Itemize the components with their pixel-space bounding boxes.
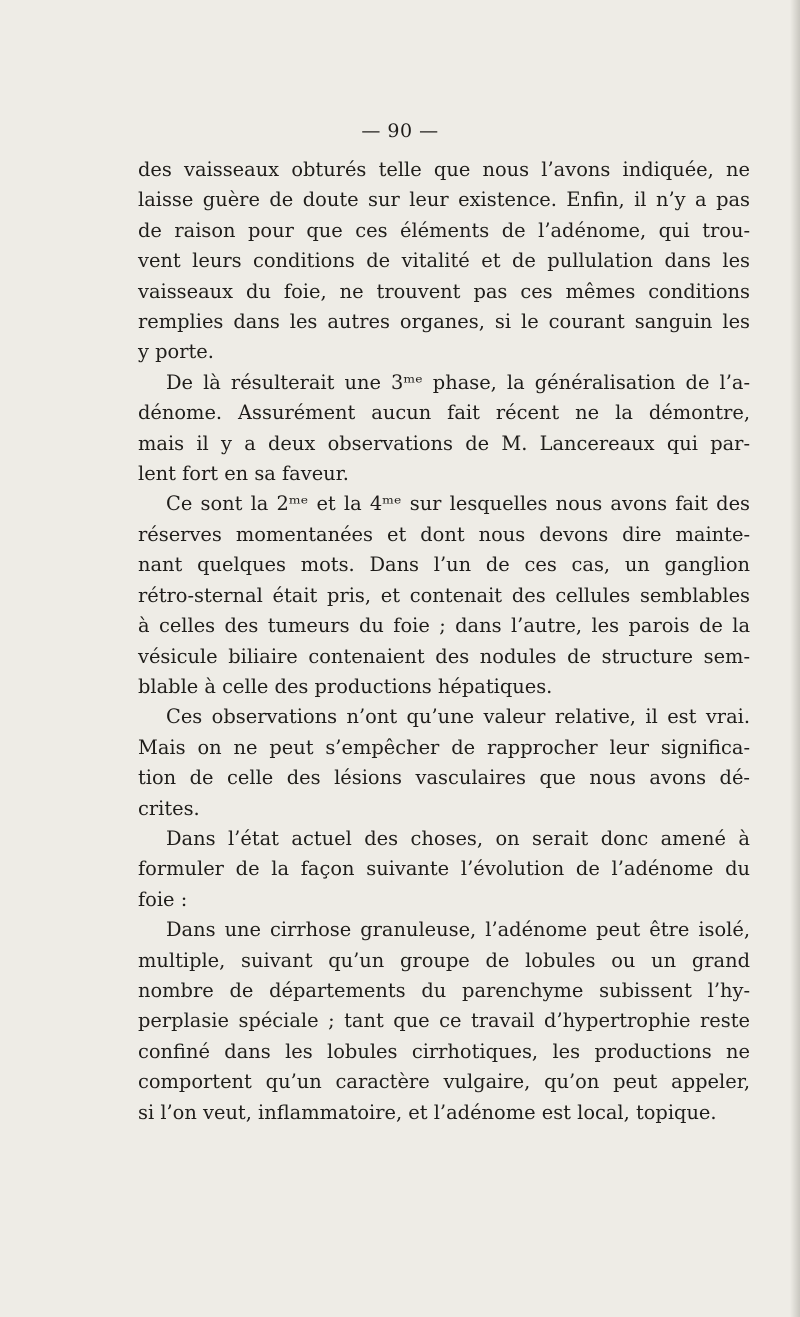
text-line: crites.: [138, 796, 200, 820]
text-line: nant quelques mots. Dans l’un de ces cas, un ganglion: [138, 553, 750, 577]
body-text: [138, 155, 750, 1128]
text-line: vaisseaux du foie, ne trouvent pas ces mêmes conditions: [138, 279, 750, 303]
text-line: vent leurs conditions de vitalité et de pullulation dans les: [138, 249, 750, 273]
text-line: comportent qu’un caractère vulgaire, qu’on peut appeler,: [138, 1070, 750, 1094]
text-line: foie :: [138, 887, 188, 911]
text-line: des vaisseaux obturés telle que nous l’avons indiquée, ne: [138, 158, 750, 181]
text-line: à celles des tumeurs du foie ; dans l’autre, les parois de la: [138, 614, 750, 638]
text-line: nombre de départements du parenchyme subissent l’hy-: [138, 978, 750, 1002]
text-line: blable à celle des productions hépatiques.: [138, 674, 553, 698]
text-line: De là résulterait une 3ᵐᵉ phase, la généralisation de l’a-: [166, 370, 750, 394]
text-line: Ces observations n’ont qu’une valeur relative, il est vrai.: [166, 705, 750, 729]
text-line: Dans l’état actuel des choses, on serait donc amené à: [166, 826, 750, 850]
text-line: de raison pour que ces éléments de l’adénome, qui trou-: [138, 218, 750, 242]
text-line: y porte.: [138, 340, 214, 364]
text-line: perplasie spéciale ; tant que ce travail d’hypertrophie reste: [138, 1009, 750, 1033]
text-line: multiple, suivant qu’un groupe de lobules ou un grand: [138, 948, 750, 972]
text-line: si l’on veut, inflammatoire, et l’adénome est local, topique.: [138, 1100, 717, 1124]
text-line: vésicule biliaire contenaient des nodules de structure sem-: [138, 644, 750, 668]
text-line: confiné dans les lobules cirrhotiques, les productions ne: [138, 1039, 750, 1063]
text-line: laisse guère de doute sur leur existence. Enfin, il n’y a pas: [138, 188, 750, 212]
text-line: dénome. Assurément aucun fait récent ne la démontre,: [138, 401, 750, 425]
page-edge-shadow: [790, 0, 800, 1317]
page-number: — 90 —: [361, 120, 439, 142]
text-line: rétro-sternal était pris, et contenait des cellules semblables: [138, 583, 750, 607]
text-line: remplies dans les autres organes, si le courant sanguin les: [138, 310, 750, 334]
text-line: lent fort en sa faveur.: [138, 462, 349, 486]
text-line: Dans une cirrhose granuleuse, l’adénome peut être isolé,: [166, 918, 750, 942]
text-line: mais il y a deux observations de M. Lancereaux qui par-: [138, 431, 750, 455]
text-line: tion de celle des lésions vasculaires que nous avons dé-: [138, 766, 750, 790]
text-line: Mais on ne peut s’empêcher de rapprocher leur significa-: [138, 735, 750, 759]
text-line: formuler de la façon suivante l’évolution de l’adénome du: [138, 857, 750, 881]
text-line: Ce sont la 2ᵐᵉ et la 4ᵐᵉ sur lesquelles nous avons fait des: [166, 492, 750, 516]
text-line: réserves momentanées et dont nous devons dire mainte-: [138, 522, 750, 546]
